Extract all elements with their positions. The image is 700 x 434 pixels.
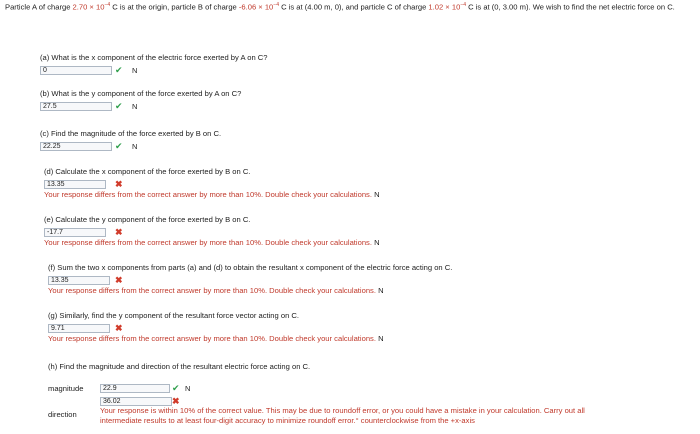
part-a-question: (a) What is the x component of the electric force exerted by A on C? xyxy=(40,53,268,62)
check-icon: ✔ xyxy=(115,141,123,151)
x-icon: ✖ xyxy=(115,179,123,189)
part-c-question: (c) Find the magnitude of the force exerted by B on C. xyxy=(40,129,222,138)
charge-b-exponent: −4 xyxy=(273,2,279,8)
part-e-answer-field[interactable]: -17.7 xyxy=(44,228,106,237)
charge-c-exponent: −4 xyxy=(460,2,467,8)
charge-a-value: 2.70 × 10 xyxy=(72,2,105,12)
part-c-unit: N xyxy=(132,142,138,151)
part-e-feedback-text: Your response differs from the correct answer by more than 10%. Double check your calculations. xyxy=(44,238,372,247)
part-g-feedback-text: Your response differs from the correct answer by more than 10%. Double check your calculations. xyxy=(48,334,376,343)
x-icon: ✖ xyxy=(115,275,123,285)
part-g-question: (g) Similarly, find the y component of the resultant force vector acting on C. xyxy=(48,311,299,320)
intro-text-3: C is at (4.00 m, 0), and particle C of charge xyxy=(279,2,429,12)
part-g-answer-field[interactable]: 9.71 xyxy=(48,324,110,333)
direction-label: direction xyxy=(48,410,77,419)
part-f-feedback-text: Your response differs from the correct answer by more than 10%. Double check your calculations. xyxy=(48,286,376,295)
direction-feedback-line-1: Your response is within 10% of the correct value. This may be due to roundoff error, or you could have a mistake in your calculation. Carry out all xyxy=(100,406,585,415)
x-icon: ✖ xyxy=(115,227,123,237)
part-d-question: (d) Calculate the x component of the force exerted by B on C. xyxy=(44,167,251,176)
intro-text-1: Particle A of charge xyxy=(5,2,73,12)
intro-text-2: C is at the origin, particle B of charge xyxy=(110,2,239,12)
check-icon: ✔ xyxy=(115,101,123,111)
part-f-feedback xyxy=(48,287,384,296)
part-d-feedback-text: Your response differs from the correct answer by more than 10%. Double check your calculations. xyxy=(44,190,372,199)
magnitude-answer-field[interactable]: 22.9 xyxy=(100,384,170,393)
charge-c-value: 1.02 × 10 xyxy=(428,2,461,12)
part-d-unit: N xyxy=(374,190,380,199)
part-b-unit: N xyxy=(132,102,138,111)
charge-b-value: -6.06 × 10 xyxy=(238,2,274,12)
part-d-answer-field[interactable]: 13.35 xyxy=(44,180,106,189)
check-icon: ✔ xyxy=(115,65,123,75)
magnitude-unit: N xyxy=(185,384,191,393)
part-c-answer-field[interactable]: 22.25 xyxy=(40,142,112,151)
part-f-question: (f) Sum the two x components from parts (a) and (d) to obtain the resultant x component of the electric force acting on C. xyxy=(48,263,453,272)
x-icon: ✖ xyxy=(172,396,180,406)
part-f-answer-field[interactable]: 13.35 xyxy=(48,276,110,285)
part-g-unit: N xyxy=(378,334,384,343)
charge-a-exponent: −4 xyxy=(104,2,111,8)
part-b-question: (b) What is the y component of the force exerted by A on C? xyxy=(40,89,242,98)
part-e-question: (e) Calculate the y component of the force exerted by B on C. xyxy=(44,215,251,224)
part-f-unit: N xyxy=(378,286,384,295)
part-e-unit: N xyxy=(374,238,380,247)
direction-answer-field[interactable]: 36.02 xyxy=(100,397,172,406)
part-e-feedback xyxy=(44,239,380,248)
magnitude-label: magnitude xyxy=(48,384,84,393)
problem-statement xyxy=(5,3,697,12)
check-icon: ✔ xyxy=(172,383,180,393)
part-g-feedback xyxy=(48,335,384,344)
intro-text-4: C is at (0, 3.00 m). We wish to find the net electric force on C. xyxy=(466,2,675,12)
part-h-question: (h) Find the magnitude and direction of the resultant electric force acting on C. xyxy=(48,362,311,371)
part-a-unit: N xyxy=(132,66,138,75)
direction-feedback-line-2: intermediate results to at least four-digit accuracy to minimize roundoff error.° counterclockwise from the +x-axis xyxy=(100,416,475,425)
part-b-answer-field[interactable]: 27.5 xyxy=(40,102,112,111)
part-d-feedback xyxy=(44,191,380,200)
part-a-answer-field[interactable]: 0 xyxy=(40,66,112,75)
x-icon: ✖ xyxy=(115,323,123,333)
